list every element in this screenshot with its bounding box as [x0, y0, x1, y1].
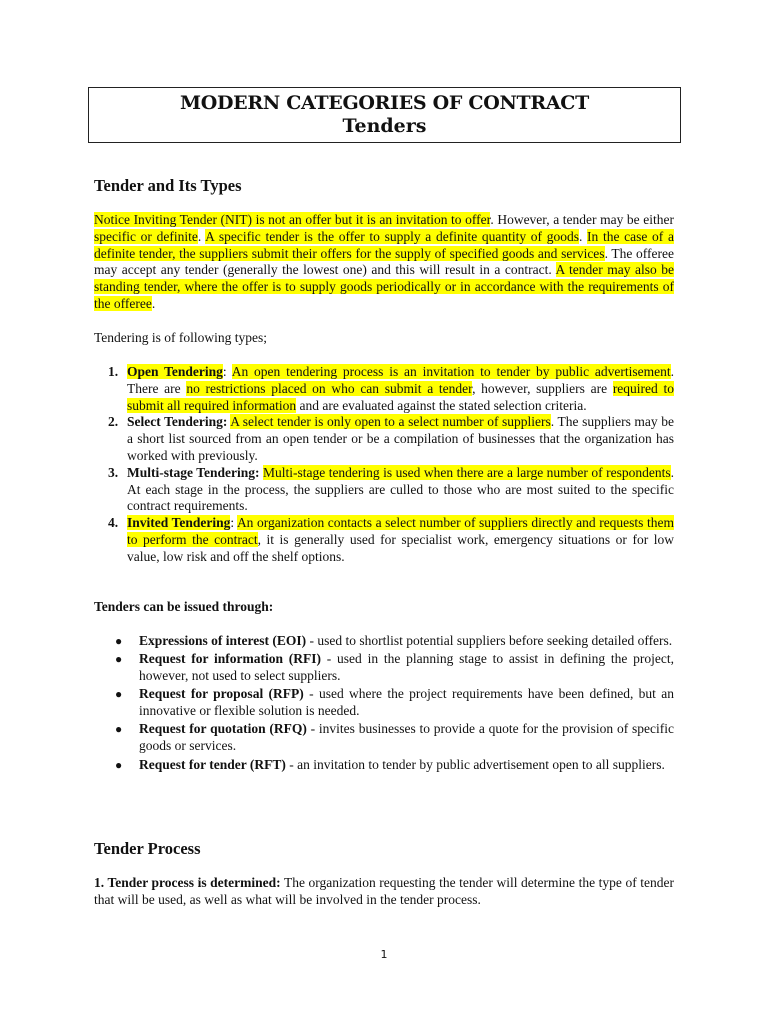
list-item	[94, 686, 674, 720]
bullet-icon: ●	[115, 652, 123, 667]
type-label: Multi-stage Tendering:	[127, 464, 260, 480]
bullet-term: Request for information (RFI)	[139, 651, 322, 667]
process-step-1	[94, 875, 674, 909]
bullet-term: Request for tender (RFT)	[139, 756, 286, 772]
type-colon: :	[222, 364, 227, 379]
paragraph-text: . The offeree may accept any tender (generally the lowest one) and this will result in a contract.	[94, 245, 674, 278]
bullet-description: - an invitation to tender by public advertisement open to all suppliers.	[285, 756, 665, 772]
types-intro: Tendering is of following types;	[94, 330, 268, 345]
bullet-icon: ●	[115, 687, 123, 702]
paragraph-text: and are evaluated against the stated selection criteria.	[296, 397, 587, 413]
title-box	[88, 87, 681, 143]
type-colon: :	[230, 515, 235, 531]
bullet-term: Request for proposal (RFP)	[139, 686, 304, 702]
bullet-description: - used in the planning stage to assist in defining the project, however, not used to select suppliers.	[139, 651, 675, 684]
list-item	[94, 414, 674, 464]
bullet-description: - invites businesses to provide a quote for the provision of specific goods or services.	[139, 721, 674, 754]
list-item	[94, 721, 674, 755]
list-item	[94, 465, 674, 515]
bullet-icon: ●	[115, 757, 123, 772]
paragraph-text: . At each stage in the process, the suppliers are culled to those who are most suited to the specific contract requirements.	[127, 464, 674, 514]
paragraph-text: .	[578, 228, 588, 244]
type-label: Select Tendering:	[127, 414, 228, 430]
bullet-icon: ●	[115, 634, 123, 648]
bullet-term: Request for quotation (RFQ)	[139, 721, 307, 737]
paragraph-text: . However, a tender may be either	[490, 212, 674, 227]
paragraph-text: . There are	[127, 364, 674, 396]
highlight-text: An open tendering process is an invitation to tender by public advertisement	[231, 364, 671, 379]
tendering-types-list	[94, 364, 674, 566]
issued-heading: Tenders can be issued through:	[94, 599, 274, 614]
paragraph-text	[227, 364, 232, 379]
list-item	[94, 651, 674, 685]
bullet-icon: ●	[115, 722, 123, 737]
paragraph-text: , it is generally used for specialist work, emergency situations or for low value, low risk and off the shelf options.	[127, 531, 674, 564]
step-text: The organization requesting the tender will determine the type of tender that will be used, as well as what will be involved in the tender process.	[94, 875, 674, 907]
section-heading-tender-types: Tender and Its Types	[94, 176, 242, 195]
paragraph-text: . The suppliers may be a short list sourced from an open tender or be a compilation of businesses that the organization has worked with previously.	[127, 414, 674, 463]
document-subtitle: Tenders	[342, 115, 427, 137]
highlight-text: Notice Inviting Tender (NIT) is not an offer but it is an invitation to offer	[94, 212, 491, 227]
highlight-text: A tender may also be standing tender, where the offer is to supply goods periodically or in accordance with the requirements of the offeree	[94, 262, 674, 311]
highlight-text: A select tender is only open to a select number of suppliers	[230, 414, 551, 430]
paragraph-text: .	[197, 228, 206, 244]
highlight-text: A specific tender is the offer to supply a definite quantity of goods	[205, 228, 579, 244]
issued-through-list	[94, 633, 674, 775]
bullet-description: - used where the project requirements have been defined, but an innovative or flexible solution is needed.	[139, 686, 674, 719]
list-item	[94, 757, 674, 774]
highlight-text: required to submit all required information	[127, 380, 674, 413]
list-number: 2.	[108, 414, 119, 430]
list-number: 1.	[108, 364, 119, 379]
bullet-term: Expressions of interest (EOI)	[139, 633, 307, 648]
section-heading-tender-process: Tender Process	[94, 839, 201, 858]
intro-paragraph	[94, 212, 674, 313]
step-label: 1. Tender process is determined:	[94, 875, 281, 890]
list-number: 3.	[108, 464, 119, 480]
type-label: Invited Tendering	[127, 515, 231, 531]
list-item	[94, 633, 674, 650]
list-item	[94, 364, 674, 414]
type-label: Open Tendering	[127, 364, 223, 379]
bullet-description: - used to shortlist potential suppliers before seeking detailed offers.	[306, 633, 673, 648]
page-number: 1	[380, 948, 388, 961]
highlight-text: In the case of a definite tender, the suppliers submit their offers for the supply of specified goods and services	[94, 228, 674, 261]
document-title: MODERN CATEGORIES OF CONTRACT	[180, 92, 589, 114]
paragraph-text: .	[151, 295, 156, 311]
highlight-text: no restrictions placed on who can submit a tender	[186, 380, 473, 396]
highlight-text: specific or definite	[94, 228, 198, 244]
highlight-text: An organization contacts a select number of suppliers directly and requests them to perform the contract	[127, 515, 674, 547]
list-item	[94, 515, 674, 565]
highlight-text: Multi-stage tendering is used when there are a large number of respondents	[262, 464, 671, 480]
paragraph-text: , however, suppliers are	[472, 380, 613, 396]
list-number: 4.	[108, 515, 119, 531]
